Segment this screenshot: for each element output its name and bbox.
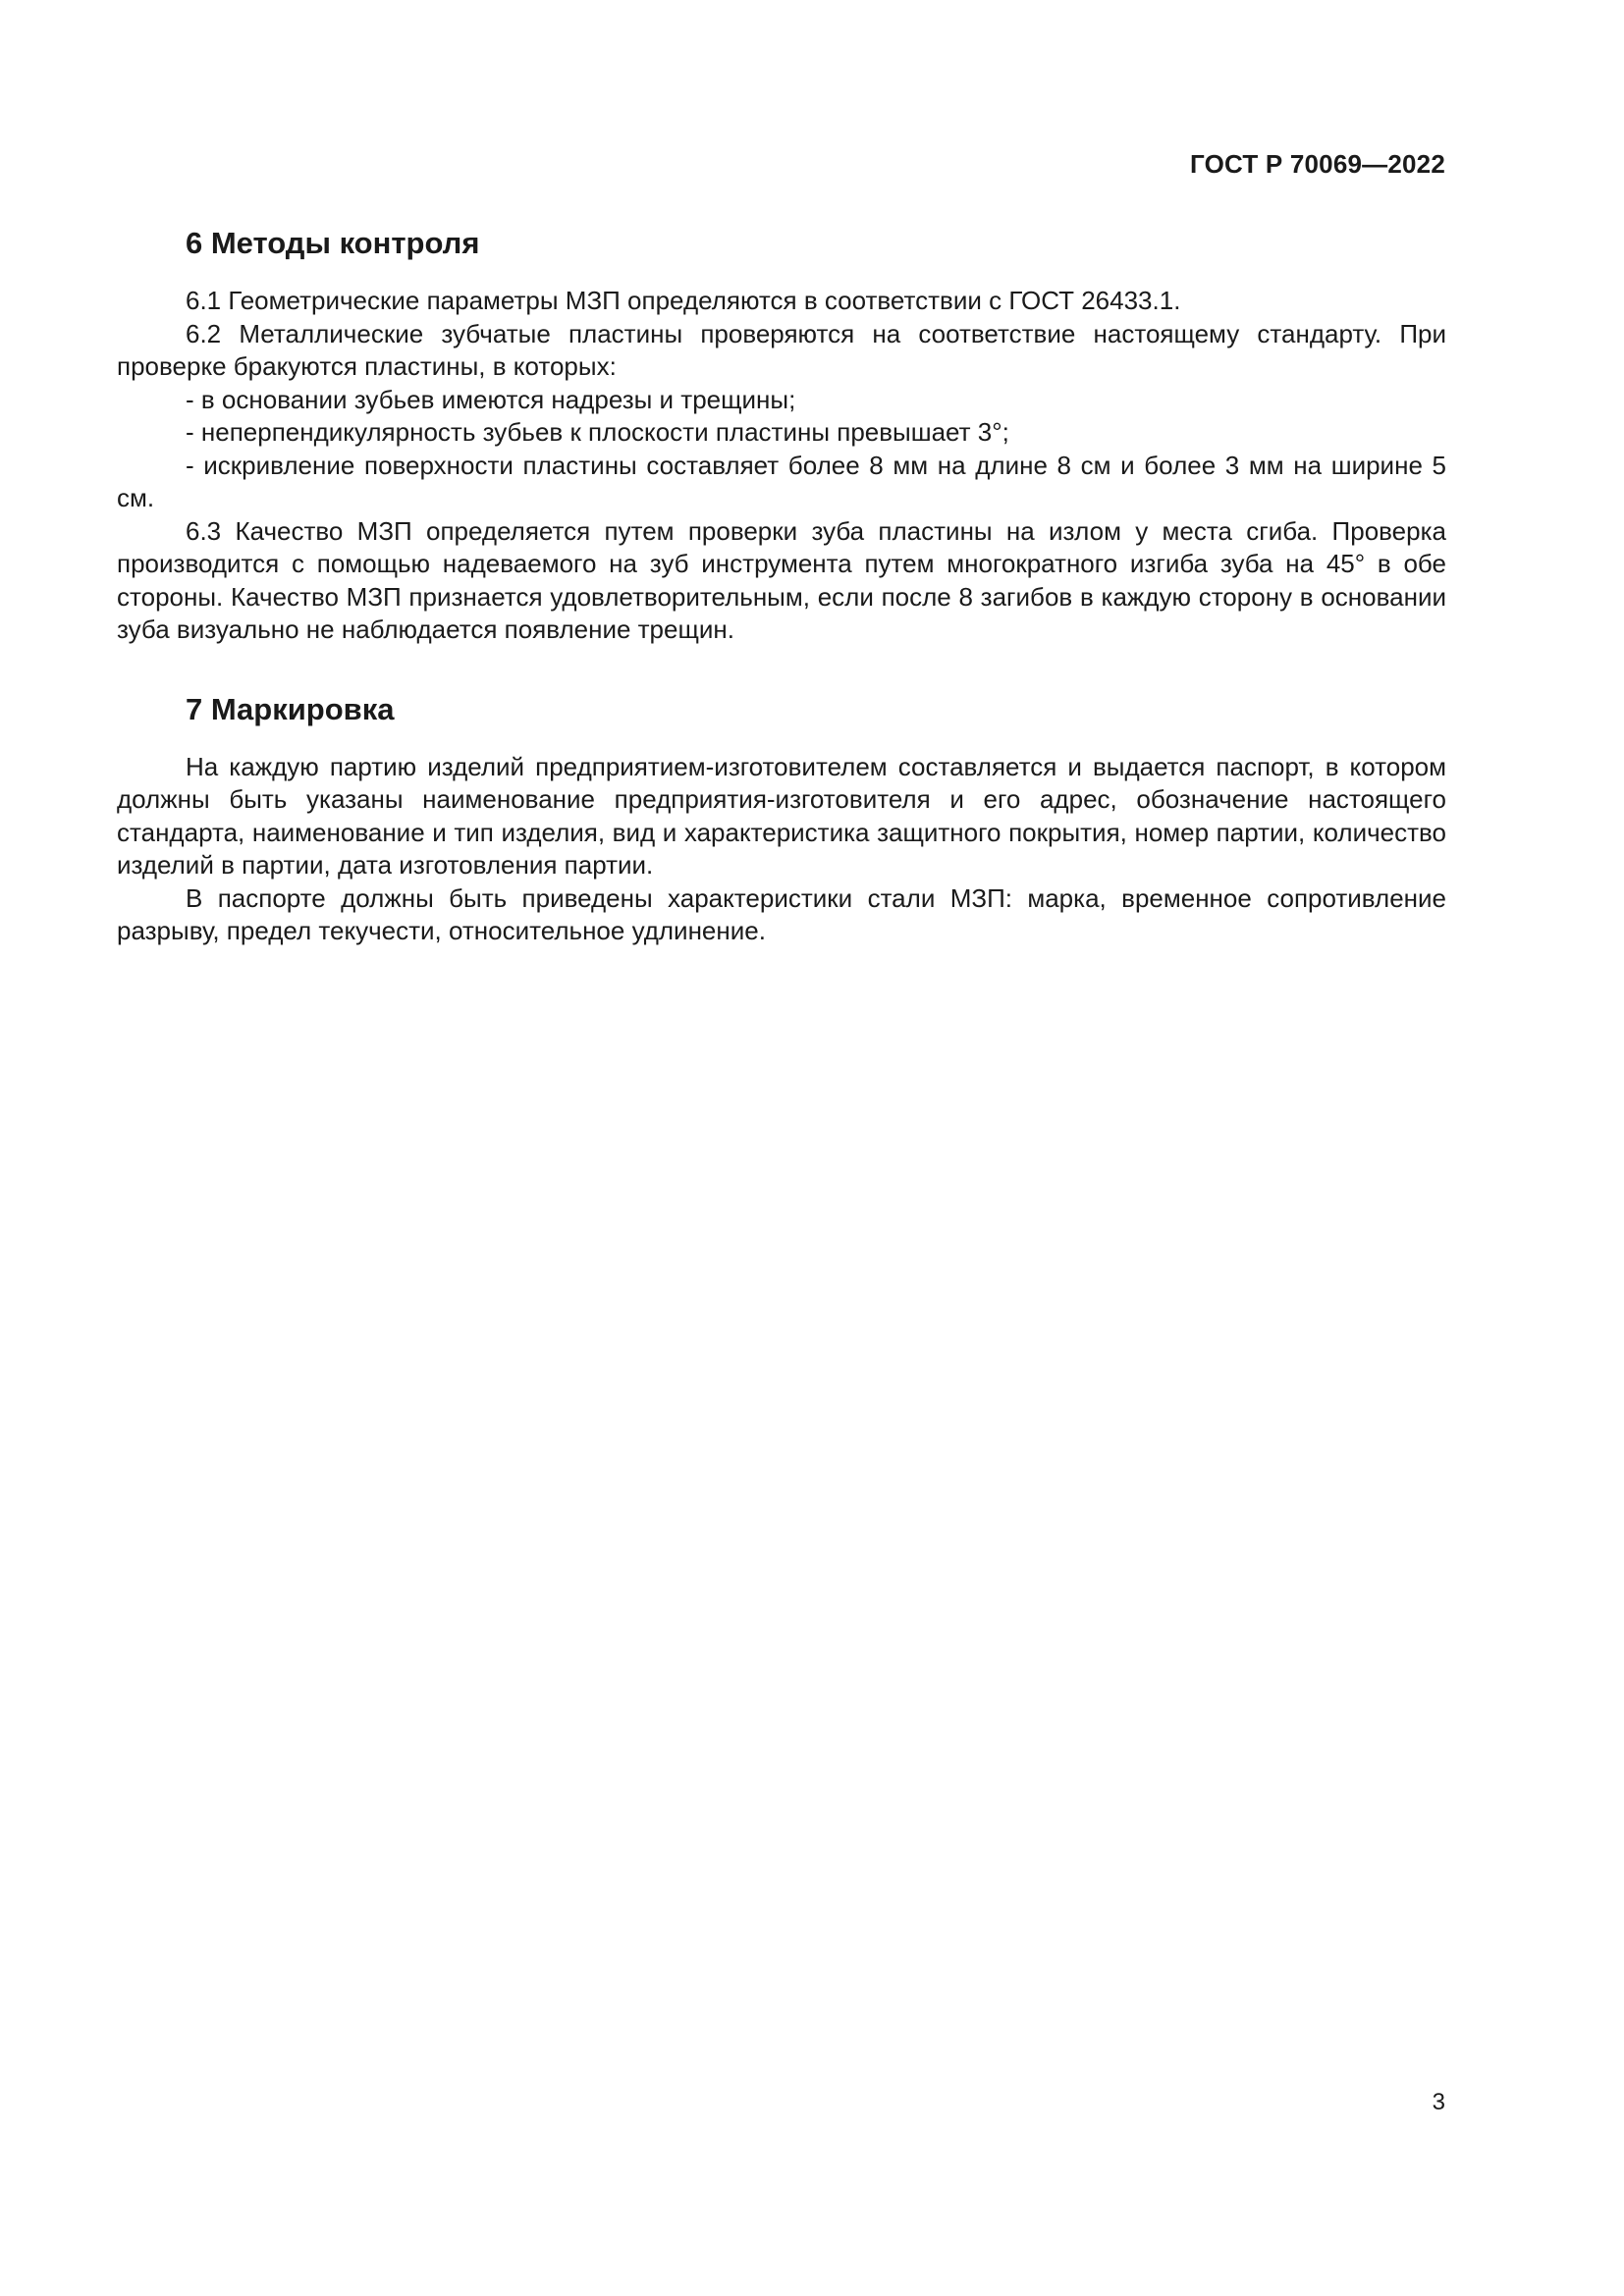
section-6: [117, 224, 1446, 647]
list-item: - искривление поверхности пластины составляет более 8 мм на длине 8 см и более 3 мм на ширине 5 см.: [117, 450, 1446, 512]
paragraph: В паспорте должны быть приведены характеристики стали МЗП: марка, временное сопротивление разрыву, предел текучести, относительное удлинение.: [117, 882, 1446, 945]
paragraph-6-2: 6.2 Металлические зубчатые пластины проверяются на соответствие настоящему стандарту. При проверке бракуются пластины, в которых:: [117, 318, 1446, 381]
paragraph-6-1: 6.1 Геометрические параметры МЗП определяются в соответствии с ГОСТ 26433.1.: [186, 286, 1181, 315]
section-7: [117, 690, 1446, 948]
page-number: 3: [1432, 2089, 1445, 2115]
section-title: 6 Методы контроля: [186, 226, 480, 260]
section-title: 7 Маркировка: [186, 691, 395, 726]
section-spacer: [117, 647, 1446, 690]
document-id-header: ГОСТ Р 70069—2022: [1190, 149, 1445, 179]
list-item: - неперпендикулярность зубьев к плоскости пластины превышает 3°;: [186, 417, 1009, 447]
document-body: [117, 224, 1446, 948]
list-item: - в основании зубьев имеются надрезы и трещины;: [186, 384, 796, 414]
paragraph: На каждую партию изделий предприятием-изготовителем составляется и выдается паспорт, в котором должны быть указаны наименование предприятия-изготовителя и его адрес, обозначение настоящего стандарта, наименование и тип изделия, вид и характеристика защитного покрытия, номер партии, количество изделий в партии, дата изготовления партии.: [117, 751, 1446, 880]
paragraph-6-3: 6.3 Качество МЗП определяется путем проверки зуба пластины на излом у места сгиба. Проверка производится с помощью надеваемого на зуб инструмента путем многократного изгиба зуба на 45° в обе стороны. Качество МЗП признается удовлетворительным, если после 8 загибов в каждую сторону в основании зуба визуально не наблюдается появление трещин.: [117, 515, 1446, 644]
